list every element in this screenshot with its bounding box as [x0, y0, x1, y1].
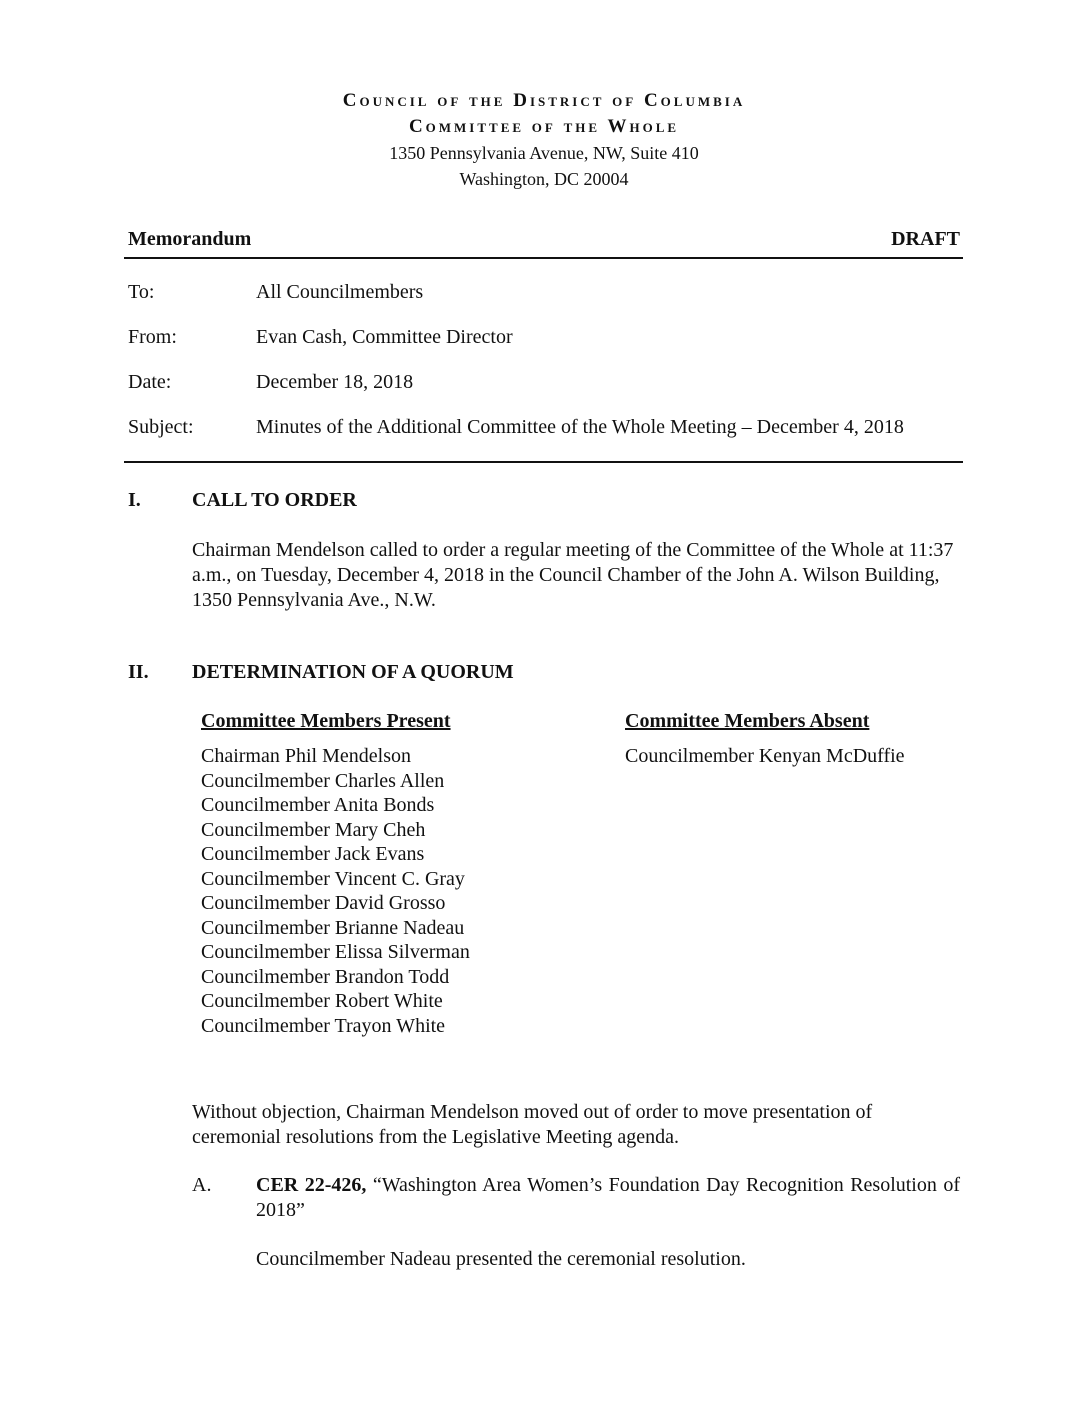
from-label: From: [128, 326, 177, 348]
address-line: 1350 Pennsylvania Avenue, NW, Suite 410 [389, 143, 699, 163]
list-item: Councilmember Elissa Silverman [201, 941, 470, 963]
to-label: To: [128, 281, 155, 303]
item-a-action: Councilmember Nadeau presented the ceremonial resolution. [256, 1248, 746, 1270]
list-item: Councilmember David Grosso [201, 892, 446, 914]
list-item: Councilmember Charles Allen [201, 769, 445, 792]
item-a-text [256, 1173, 960, 1223]
list-item: Councilmember Kenyan McDuffie [625, 745, 905, 767]
subject-label: Subject: [128, 416, 194, 438]
date-label: Date: [128, 371, 172, 393]
city-line: Washington, DC 20004 [459, 169, 629, 189]
header-divider [124, 257, 963, 259]
committee-name: Committee of the Whole [408, 116, 680, 137]
memo-title: Memorandum [128, 228, 252, 250]
date-value: December 18, 2018 [256, 371, 414, 393]
present-heading: Committee Members Present [201, 710, 451, 732]
list-item: Councilmember Vincent C. Gray [201, 867, 465, 890]
list-item: Chairman Phil Mendelson [201, 745, 411, 767]
fields-divider [124, 461, 963, 463]
org-name: Council of the District of Columbia [342, 90, 746, 111]
item-a-title: “Washington Area Women’s Foundation Day Recognition Resolution of 2018” [256, 1174, 960, 1221]
list-item: Councilmember Trayon White [201, 1014, 446, 1037]
absent-members-list [625, 744, 905, 769]
section-1-title: CALL TO ORDER [192, 489, 357, 511]
absent-heading: Committee Members Absent [625, 710, 870, 732]
section-1-number: I. [128, 489, 141, 511]
present-members-list [201, 744, 470, 1038]
draft-badge: DRAFT [891, 228, 960, 250]
section-2-title: DETERMINATION OF A QUORUM [192, 661, 514, 683]
letterhead [0, 88, 1088, 192]
order-note: Without objection, Chairman Mendelson moved out of order to move presentation of ceremonial resolutions from the Legislative Meeting agenda. [192, 1101, 873, 1148]
list-item: Councilmember Jack Evans [201, 843, 425, 865]
from-value: Evan Cash, Committee Director [256, 326, 513, 348]
subject-value: Minutes of the Additional Committee of the Whole Meeting – December 4, 2018 [256, 416, 904, 438]
call-to-order-text: Chairman Mendelson called to order a regular meeting of the Committee of the Whole at 11:37 a.m., on Tuesday, December 4, 2018 in the Council Chamber of the John A. Wilson Building, 1350 Pennsylvania Ave., N.W. [192, 539, 954, 611]
list-item: Councilmember Brianne Nadeau [201, 916, 465, 939]
list-item: Councilmember Brandon Todd [201, 965, 450, 988]
list-item: Councilmember Mary Cheh [201, 818, 426, 841]
section-2-number: II. [128, 661, 149, 683]
list-item: Councilmember Anita Bonds [201, 794, 435, 816]
item-a-letter: A. [192, 1174, 212, 1196]
list-item: Councilmember Robert White [201, 990, 443, 1012]
to-value: All Councilmembers [256, 281, 424, 303]
item-a-code: CER 22-426, [256, 1174, 367, 1196]
